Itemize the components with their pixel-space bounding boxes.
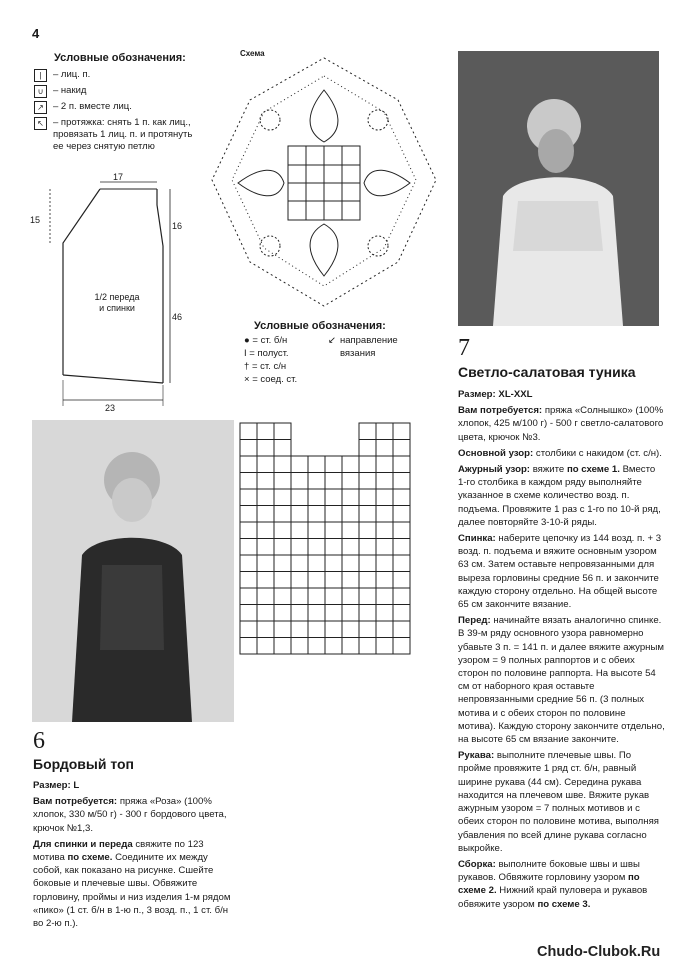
grid-cell [257,473,274,490]
grid-cell [291,473,308,490]
grid-cell [257,506,274,523]
schema-label: Схема [240,49,265,58]
photo-model-7 [458,51,659,326]
grid-cell [308,555,325,572]
grid-cell [274,605,291,622]
grid-cell [376,506,393,523]
grid-cell [376,638,393,655]
grid-cell [274,539,291,556]
grid-cell [359,539,376,556]
grid-cell [359,522,376,539]
grid-cell [291,555,308,572]
grid-cell [359,489,376,506]
grid-cell [393,572,410,589]
grid-cell [240,423,257,440]
grid-cell [274,522,291,539]
grid-cell [291,456,308,473]
model-7-sleeves: Рукава: выполните плечевые швы. По пройме провяжите 1 ряд ст. б/н, равный ширине рукава (44 см). Середина рукава находится на плечевом шве. Вяжите рукав ажурным узором = 7 полных мотивов и с обеих сторон по половине мотива, выполняя убавления по всей длине рукава согласно выкройке. [458,750,659,854]
grid-cell [325,621,342,638]
grid-cell [308,638,325,655]
dim-right-top: 16 [172,221,183,231]
model-6-title: Бордовый топ [33,756,134,772]
grid-cell [308,605,325,622]
grid-cell [257,456,274,473]
grid-cell [376,423,393,440]
grid-cell [359,588,376,605]
grid-cell [393,588,410,605]
knit-legend [34,52,214,156]
grid-cell [393,440,410,457]
grid-cell [308,621,325,638]
grid-cell [342,539,359,556]
grid-cell [308,473,325,490]
grid-cell [393,621,410,638]
grid-cell [376,555,393,572]
legend-item-yarnover: ∪ – накид [34,85,214,98]
legend-item-k2tog: ↗ – 2 п. вместе лиц. [34,101,214,114]
grid-cell [274,588,291,605]
grid-cell [240,440,257,457]
grid-cell [376,539,393,556]
grid-cell [376,440,393,457]
grid-cell [240,588,257,605]
grid-cell [325,456,342,473]
model-6-number: 6 [33,728,45,754]
grid-cell [376,489,393,506]
grid-cell [342,605,359,622]
grid-cell [342,638,359,655]
grid-cell [325,489,342,506]
grid-cell [376,588,393,605]
grid-cell [376,522,393,539]
grid-cell [257,440,274,457]
grid-cell [393,539,410,556]
grid-cell [291,621,308,638]
dim-left: 15 [30,215,41,225]
grid-cell [393,555,410,572]
grid-cell [274,440,291,457]
filet-grid-chart [238,421,413,655]
grid-cell [325,605,342,622]
grid-cell [393,638,410,655]
grid-cell [325,522,342,539]
grid-cell [240,555,257,572]
grid-cell [393,489,410,506]
grid-cell [325,572,342,589]
grid-cell [274,638,291,655]
grid-cell [240,506,257,523]
grid-cell [240,572,257,589]
legend-item-sc: ● = ст. б/н [244,335,288,346]
grid-cell [325,638,342,655]
model-7-front: Перед: начинайте вязать аналогично спинке. В 39-м ряду основного узора равномерно убавьте 3 п. = 141 п. и далее вяжите ажурным узором = 9 полных раппортов и с обеих сторон по половине раппорта. На высоте 54 см от наборного края оставьте непровязанными средние 56 п. (3 полных мотива и с обеих сторон по половине мотива). Каждую сторону закончите отдельно, на высоте 65 см вязание закончите. [458,615,665,746]
grid-cell [342,555,359,572]
grid-cell [308,588,325,605]
grid-cell [308,456,325,473]
direction-label: направление вязания [339,335,398,359]
grid-cell [342,506,359,523]
grid-cell [325,506,342,523]
grid-cell [359,621,376,638]
grid-cell [291,572,308,589]
legend-item-hdc: I = полуст. [244,348,289,359]
model-6-body: Для спинки и переда свяжите по 123 мотива по схеме. Соедините их между собой, как показано на рисунке. Сшейте боковые и плечевые швы. Обвяжите горловину, проймы и низ изделия 1-м рядом «пико» (1 ст. б/н в 1-ю п., 3 возд. п., 1 ст. б/н во 2-ю п.). [33,838,231,930]
photo-model-6-image [32,420,234,722]
grid-cell [240,456,257,473]
grid-cell [359,605,376,622]
model-7-back: Спинка: наберите цепочку из 144 возд. п. + 3 возд. п. подъема и вяжите основным узором 63 см. Затем оставьте непровязанными для выреза горловины средние 56 п. и закончите каждую сторону отдельно. На общей высоте 65 см закончите вязание. [458,533,662,611]
grid-cell [393,456,410,473]
yarn-over-icon: ∪ [34,85,47,98]
grid-cell [257,489,274,506]
direction-arrow-icon: ↙ [328,335,336,346]
pattern-center-label: 1/2 переда и спинки [94,292,140,313]
grid-cell [376,572,393,589]
grid-cell [291,489,308,506]
legend-item-knit: | – лиц. п. [34,69,214,82]
grid-cell [240,638,257,655]
grid-cell [359,440,376,457]
grid-cell [257,555,274,572]
grid-cell [291,588,308,605]
model-7-title: Светло-салатовая туника [458,364,636,380]
grid-cell [393,423,410,440]
page-number: 4 [32,26,40,41]
grid-cell [359,555,376,572]
grid-cell [308,539,325,556]
grid-cell [257,621,274,638]
grid-cell [393,473,410,490]
grid-cell [308,506,325,523]
grid-cell [342,456,359,473]
dim-right: 46 [172,312,183,322]
crochet-legend-title: Условные обозначения: [254,320,386,332]
grid-cell [359,423,376,440]
grid-cell [274,621,291,638]
grid-cell [308,572,325,589]
crochet-legend [244,320,434,386]
grid-cell [342,588,359,605]
grid-cell [240,539,257,556]
dim-top: 17 [113,172,124,182]
legend-item-psso: ↖ – протяжка: снять 1 п. как лиц., провязать 1 лиц. п. и протянуть ее через снятую петлю [34,117,214,153]
watermark: Chudo-Clubok.Ru [537,944,661,960]
grid-cell [291,605,308,622]
grid-cell [291,522,308,539]
legend-item-dc: † = ст. с/н [244,361,287,372]
model-7-number: 7 [458,335,470,361]
grid-cell [359,506,376,523]
grid-cell [240,605,257,622]
grid-cell [376,621,393,638]
model-7-needs: Вам потребуется: пряжа «Солнышко» (100% хлопок, 425 м/100 г) - 500 г светло-салатового цвета, крючок №3. [458,405,664,443]
grid-cell [291,539,308,556]
grid-cell [359,572,376,589]
grid-cell [393,605,410,622]
grid-cell [359,456,376,473]
model-7-assembly: Сборка: выполните боковые швы и швы рукавов. Обвяжите горловину узором по схеме 2. Нижний край пуловера и рукавов обвяжите узором по схеме 3. [458,858,648,910]
grid-cell [257,572,274,589]
model-6-needs: Вам потребуется: пряжа «Роза» (100% хлопок, 330 м/50 г) - 300 г бордового цвета, крючок №1,3. [33,796,227,834]
grid-cell [274,572,291,589]
grid-cell [376,605,393,622]
knit-stitch-icon: | [34,69,47,82]
grid-cell [342,489,359,506]
grid-cell [393,506,410,523]
model-6-size: Размер: L [33,780,80,791]
grid-cell [376,456,393,473]
grid-cell [342,572,359,589]
grid-cell [257,605,274,622]
grid-cell [359,638,376,655]
crochet-motif-diagram [208,50,440,312]
model-7-instructions [458,388,665,914]
grid-cell [342,522,359,539]
grid-cell [274,473,291,490]
grid-cell [291,638,308,655]
grid-cell [274,423,291,440]
grid-cell [325,473,342,490]
grid-cell [257,423,274,440]
grid-cell [274,506,291,523]
grid-cell [342,621,359,638]
grid-cell [291,506,308,523]
grid-cell [257,539,274,556]
grid-cell [240,473,257,490]
grid-cell [308,522,325,539]
grid-cell [240,489,257,506]
grid-cell [257,638,274,655]
model-7-size: Размер: XL-XXL [458,389,533,400]
grid-cell [376,473,393,490]
psso-icon: ↖ [34,117,47,130]
grid-cell [393,522,410,539]
grid-cell [325,588,342,605]
grid-cell [257,588,274,605]
legend-item-slst: × = соед. ст. [244,374,298,385]
grid-cell [274,555,291,572]
grid-cell [274,456,291,473]
photo-model-7-image [458,51,659,326]
grid-cell [325,555,342,572]
dim-bottom: 23 [105,403,116,413]
grid-cell [308,489,325,506]
grid-cell [342,473,359,490]
model-6-instructions [33,779,233,933]
grid-cell [257,522,274,539]
grid-cell [274,489,291,506]
k2tog-icon: ↗ [34,101,47,114]
knit-legend-title: Условные обозначения: [54,52,186,64]
grid-cell [325,539,342,556]
photo-model-6 [32,420,234,722]
model-7-base: Основной узор: столбики с накидом (ст. с/н). [458,447,662,459]
grid-cell [240,522,257,539]
grid-cell [240,621,257,638]
grid-cell [359,473,376,490]
model-7-lace: Ажурный узор: вяжите по схеме 1. Вместо 1-го столбика в каждом ряду выполняйте указанное в схеме количество возд. п. подъема. Провяжите 1 раз с 1-го по 10-й ряд, далее повторяйте 3-10-й ряды. [458,464,661,528]
